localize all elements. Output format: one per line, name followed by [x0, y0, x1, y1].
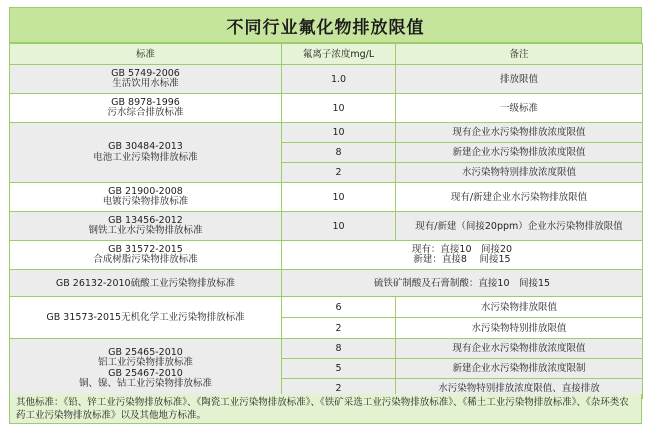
- standard-cell: [10, 94, 282, 123]
- standard-code: GB 31572-2015: [108, 243, 183, 255]
- concentration-cell: 2: [282, 318, 396, 339]
- standard-cell: [10, 241, 282, 270]
- table-row: [10, 339, 643, 359]
- standard-cell: [10, 183, 282, 212]
- remark-cell: 新建企业水污染物排放浓度限值: [396, 143, 643, 163]
- standard-name: 合成树脂污染物排放标准: [93, 254, 198, 265]
- standard-cell: [10, 123, 282, 183]
- concentration-cell: 10: [282, 183, 396, 212]
- column-header-standard: 标准: [10, 44, 282, 65]
- remark-cell: 水污染物特别排放限值: [396, 318, 643, 339]
- concentration-cell: 6: [282, 297, 396, 318]
- concentration-cell: 8: [282, 143, 396, 163]
- concentration-cell: 2: [282, 379, 396, 399]
- concentration-cell: 10: [282, 123, 396, 143]
- standard-code: GB 25467-2010: [108, 367, 183, 379]
- standard-name: 电池工业污染物排放标准: [93, 151, 198, 163]
- other-standards-note: 其他标准：《铅、锌工业污染物排放标准》、《陶瓷工业污染物排放标准》、《铁矿采选工业污染物排放标准》、《稀土工业污染物排放标准》、《杂环类农药工业污染物排放标准》以及其他地方标准。: [9, 394, 642, 424]
- remark-cell: 水污染物特别排放浓度限值、直接排放: [396, 379, 643, 399]
- standard-code: GB 13456-2012: [108, 214, 183, 226]
- standard-code: GB 5749-2006: [111, 67, 180, 79]
- table-row: [10, 94, 643, 123]
- fluoride-limits-table: [9, 43, 643, 399]
- standard-code: GB 8978-1996: [111, 96, 180, 108]
- remark-cell: 水污染物排放限值: [396, 297, 643, 318]
- remark-cell: 现有/新建（间接20ppm）企业水污染物排放限值: [396, 212, 643, 241]
- page-title: 不同行业氟化物排放限值: [9, 7, 642, 43]
- standard-cell: [10, 65, 282, 94]
- table-row: [10, 65, 643, 94]
- standard-name: 铜、镍、钴工业污染物排放标准: [78, 378, 212, 389]
- concentration-cell: 5: [282, 359, 396, 379]
- standard-name: 污水综合排放标准: [107, 107, 184, 118]
- table-row: [10, 212, 643, 241]
- table-row: [10, 183, 643, 212]
- standard-code: GB 25465-2010: [108, 346, 183, 358]
- standard-cell: [10, 339, 282, 399]
- table-row: [10, 297, 643, 318]
- concentration-cell: 10: [282, 94, 396, 123]
- standard-cell: GB 31573-2015无机化学工业污染物排放标准: [10, 297, 282, 339]
- remark-cell: 排放限值: [396, 65, 643, 94]
- limit-line: 现有：直接10 间接20: [411, 243, 513, 255]
- remark-cell: 现有企业水污染物排放浓度限值: [396, 339, 643, 359]
- standard-name: 电镀污染物排放标准: [102, 196, 189, 207]
- merged-limit-cell: [282, 241, 643, 270]
- concentration-cell: 1.0: [282, 65, 396, 94]
- standard-cell: GB 26132-2010硫酸工业污染物排放标准: [10, 270, 282, 297]
- standard-name: 钢铁工业水污染物排放标准: [88, 225, 203, 236]
- merged-limit-cell: 硫铁矿制酸及石膏制酸：直接10 间接15: [282, 270, 643, 297]
- remark-cell: 新建企业水污染物排放浓度限制: [396, 359, 643, 379]
- concentration-cell: 2: [282, 163, 396, 183]
- standard-name: 生活饮用水标准: [112, 78, 179, 89]
- table-row: [10, 123, 643, 143]
- table-row: [10, 241, 643, 270]
- standard-name: 铝工业污染物排放标准: [97, 357, 193, 368]
- remark-cell: 水污染物特别排放浓度限值: [396, 163, 643, 183]
- limit-line: 新建：直接8 间接15: [413, 254, 511, 265]
- table-header-row: [10, 44, 643, 65]
- remark-cell: 现有/新建企业水污染物排放限值: [396, 183, 643, 212]
- remark-cell: 一级标准: [396, 94, 643, 123]
- concentration-cell: 10: [282, 212, 396, 241]
- table-row: [10, 270, 643, 297]
- column-header-remark: 备注: [396, 44, 643, 65]
- column-header-concentration: 氟离子浓度mg/L: [282, 44, 396, 65]
- remark-cell: 现有企业水污染物排放浓度限值: [396, 123, 643, 143]
- standard-code: GB 21900-2008: [108, 185, 183, 197]
- standard-code: GB 30484-2013: [108, 141, 183, 152]
- standard-cell: [10, 212, 282, 241]
- concentration-cell: 8: [282, 339, 396, 359]
